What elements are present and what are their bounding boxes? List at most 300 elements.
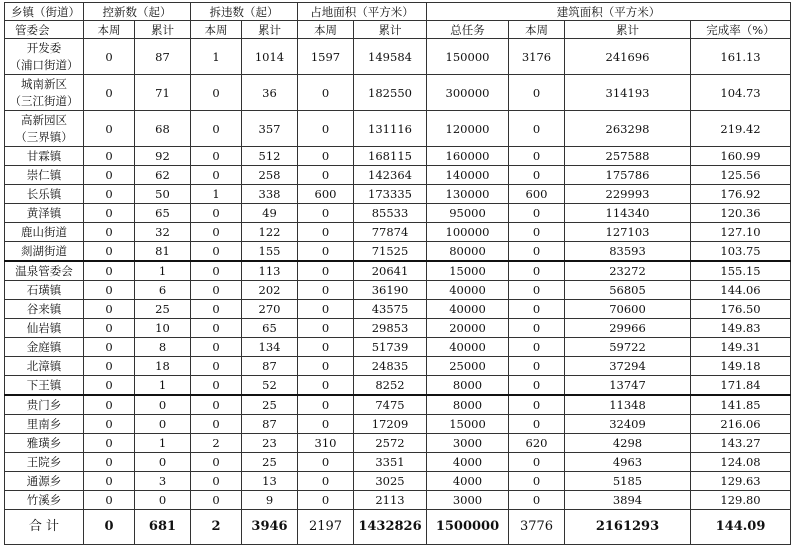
cell-completion-rate: 155.15: [691, 261, 791, 281]
cell-demolition-cumulative: 1014: [242, 39, 298, 75]
table-row: [5, 491, 791, 510]
cell-demolition-week: 0: [191, 281, 242, 300]
table-row: [5, 395, 791, 415]
cell-total-task: 40000: [427, 281, 509, 300]
cell-building-week: 0: [509, 472, 565, 491]
cell-demolition-cumulative: 155: [242, 242, 298, 262]
cell-new-cumulative: 6: [135, 281, 191, 300]
cell-demolition-cumulative: 87: [242, 357, 298, 376]
township-name: 竹溪乡: [5, 491, 84, 510]
cell-land-cumulative: 131116: [354, 111, 427, 147]
cell-building-week: 0: [509, 491, 565, 510]
cell-total-task: 15000: [427, 415, 509, 434]
cell-demolition-cumulative: 338: [242, 185, 298, 204]
cell-land-cumulative: 8252: [354, 376, 427, 396]
cell-demolition-week: 0: [191, 111, 242, 147]
cell-new-week: 0: [84, 147, 135, 166]
total-completion-rate: 144.09: [691, 510, 791, 545]
header-land-cumulative: 累计: [354, 21, 427, 39]
township-name: 仙岩镇: [5, 319, 84, 338]
township-name: 雅璜乡: [5, 434, 84, 453]
township-name-line2: （三界镇）: [15, 129, 73, 144]
cell-building-cumulative: 37294: [565, 357, 691, 376]
cell-land-cumulative: 7475: [354, 395, 427, 415]
cell-total-task: 80000: [427, 242, 509, 262]
township-name: 通源乡: [5, 472, 84, 491]
township-name: 石璜镇: [5, 281, 84, 300]
cell-completion-rate: 103.75: [691, 242, 791, 262]
cell-land-week: 0: [298, 357, 354, 376]
cell-building-week: 0: [509, 319, 565, 338]
cell-land-week: 0: [298, 204, 354, 223]
cell-land-cumulative: 20641: [354, 261, 427, 281]
cell-building-cumulative: 70600: [565, 300, 691, 319]
table-row: [5, 434, 791, 453]
cell-completion-rate: 149.83: [691, 319, 791, 338]
cell-land-week: 0: [298, 281, 354, 300]
cell-total-task: 40000: [427, 338, 509, 357]
township-name: 黄泽镇: [5, 204, 84, 223]
cell-new-week: 0: [84, 338, 135, 357]
cell-total-task: 95000: [427, 204, 509, 223]
cell-building-week: 0: [509, 395, 565, 415]
cell-new-cumulative: 1: [135, 434, 191, 453]
cell-demolition-cumulative: 87: [242, 415, 298, 434]
cell-land-cumulative: 142364: [354, 166, 427, 185]
cell-new-cumulative: 87: [135, 39, 191, 75]
cell-completion-rate: 176.50: [691, 300, 791, 319]
cell-demolition-cumulative: 36: [242, 75, 298, 111]
cell-demolition-week: 0: [191, 147, 242, 166]
cell-demolition-week: 0: [191, 453, 242, 472]
total-land-cumulative: 1432826: [354, 510, 427, 545]
table-row: [5, 415, 791, 434]
cell-land-week: 600: [298, 185, 354, 204]
cell-completion-rate: 171.84: [691, 376, 791, 396]
cell-new-week: 0: [84, 300, 135, 319]
cell-completion-rate: 176.92: [691, 185, 791, 204]
header-new-control: 控新数（起）: [84, 3, 191, 21]
total-new-week: 0: [84, 510, 135, 545]
cell-total-task: 4000: [427, 472, 509, 491]
cell-total-task: 120000: [427, 111, 509, 147]
cell-land-cumulative: 36190: [354, 281, 427, 300]
cell-land-cumulative: 71525: [354, 242, 427, 262]
cell-completion-rate: 127.10: [691, 223, 791, 242]
table-row: [5, 357, 791, 376]
table-row: [5, 204, 791, 223]
cell-land-week: 0: [298, 395, 354, 415]
cell-new-cumulative: 0: [135, 395, 191, 415]
township-name: 崇仁镇: [5, 166, 84, 185]
cell-demolition-week: 0: [191, 204, 242, 223]
cell-land-week: 0: [298, 111, 354, 147]
header-township: 乡镇（街道）: [5, 3, 84, 21]
table-row: [5, 338, 791, 357]
cell-land-cumulative: 51739: [354, 338, 427, 357]
cell-demolition-week: 0: [191, 395, 242, 415]
cell-building-cumulative: 11348: [565, 395, 691, 415]
total-building-cumulative: 2161293: [565, 510, 691, 545]
cell-building-week: 0: [509, 300, 565, 319]
cell-new-week: 0: [84, 472, 135, 491]
cell-demolition-week: 1: [191, 185, 242, 204]
cell-new-cumulative: 0: [135, 453, 191, 472]
cell-demolition-week: 0: [191, 376, 242, 396]
cell-new-week: 0: [84, 415, 135, 434]
cell-total-task: 8000: [427, 395, 509, 415]
cell-demolition-cumulative: 49: [242, 204, 298, 223]
cell-completion-rate: 104.73: [691, 75, 791, 111]
cell-total-task: 3000: [427, 434, 509, 453]
cell-demolition-cumulative: 25: [242, 453, 298, 472]
cell-land-cumulative: 173335: [354, 185, 427, 204]
cell-completion-rate: 149.31: [691, 338, 791, 357]
header-row-2: [5, 21, 791, 39]
total-land-week: 2197: [298, 510, 354, 545]
cell-building-week: 0: [509, 223, 565, 242]
cell-demolition-cumulative: 134: [242, 338, 298, 357]
cell-land-week: 0: [298, 166, 354, 185]
cell-building-week: 0: [509, 204, 565, 223]
cell-demolition-week: 0: [191, 472, 242, 491]
total-total-task: 1500000: [427, 510, 509, 545]
total-label: 合 计: [5, 510, 84, 545]
cell-land-week: 0: [298, 491, 354, 510]
cell-total-task: 15000: [427, 261, 509, 281]
cell-new-week: 0: [84, 281, 135, 300]
cell-land-week: 0: [298, 75, 354, 111]
cell-building-week: 600: [509, 185, 565, 204]
header-new-control-week: 本周: [84, 21, 135, 39]
township-name: 金庭镇: [5, 338, 84, 357]
township-name-line2: （三江街道）: [9, 93, 79, 108]
header-demolition: 拆违数（起）: [191, 3, 298, 21]
table-row: [5, 147, 791, 166]
cell-building-week: 0: [509, 415, 565, 434]
cell-demolition-week: 1: [191, 39, 242, 75]
township-name: [5, 75, 84, 111]
table-row: [5, 39, 791, 75]
cell-new-cumulative: 68: [135, 111, 191, 147]
cell-total-task: 4000: [427, 453, 509, 472]
cell-building-cumulative: 56805: [565, 281, 691, 300]
cell-building-cumulative: 4298: [565, 434, 691, 453]
cell-total-task: 25000: [427, 357, 509, 376]
township-name: 鹿山街道: [5, 223, 84, 242]
cell-new-week: 0: [84, 39, 135, 75]
cell-demolition-cumulative: 23: [242, 434, 298, 453]
cell-total-task: 3000: [427, 491, 509, 510]
township-name: 剡湖街道: [5, 242, 84, 262]
cell-building-cumulative: 3894: [565, 491, 691, 510]
cell-land-cumulative: 2113: [354, 491, 427, 510]
header-building-area: 建筑面积（平方米）: [427, 3, 791, 21]
cell-building-cumulative: 5185: [565, 472, 691, 491]
cell-new-week: 0: [84, 242, 135, 262]
cell-completion-rate: 120.36: [691, 204, 791, 223]
cell-new-cumulative: 92: [135, 147, 191, 166]
cell-building-week: 0: [509, 166, 565, 185]
cell-land-cumulative: 2572: [354, 434, 427, 453]
cell-demolition-week: 0: [191, 261, 242, 281]
header-committee: 管委会: [5, 21, 84, 39]
cell-new-cumulative: 0: [135, 491, 191, 510]
cell-new-cumulative: 65: [135, 204, 191, 223]
cell-completion-rate: 141.85: [691, 395, 791, 415]
table-row: [5, 166, 791, 185]
township-name-line1: 城南新区: [21, 76, 67, 91]
township-name: 王院乡: [5, 453, 84, 472]
cell-land-week: 0: [298, 242, 354, 262]
cell-completion-rate: 129.63: [691, 472, 791, 491]
township-name-line1: 高新园区: [21, 112, 67, 127]
table-row: [5, 75, 791, 111]
township-name: [5, 39, 84, 75]
cell-new-week: 0: [84, 357, 135, 376]
cell-new-week: 0: [84, 166, 135, 185]
cell-total-task: 40000: [427, 300, 509, 319]
header-land-week: 本周: [298, 21, 354, 39]
cell-completion-rate: 124.08: [691, 453, 791, 472]
cell-new-week: 0: [84, 223, 135, 242]
cell-completion-rate: 125.56: [691, 166, 791, 185]
cell-total-task: 100000: [427, 223, 509, 242]
cell-new-cumulative: 1: [135, 376, 191, 396]
cell-land-cumulative: 29853: [354, 319, 427, 338]
cell-land-cumulative: 17209: [354, 415, 427, 434]
cell-land-week: 0: [298, 376, 354, 396]
cell-demolition-week: 0: [191, 357, 242, 376]
cell-building-week: 0: [509, 281, 565, 300]
township-name-line2: （浦口街道）: [9, 57, 79, 72]
cell-demolition-cumulative: 9: [242, 491, 298, 510]
cell-completion-rate: 149.18: [691, 357, 791, 376]
header-demolition-cumulative: 累计: [242, 21, 298, 39]
cell-land-week: 310: [298, 434, 354, 453]
cell-completion-rate: 216.06: [691, 415, 791, 434]
cell-demolition-week: 0: [191, 338, 242, 357]
cell-completion-rate: 144.06: [691, 281, 791, 300]
township-name: [5, 111, 84, 147]
cell-new-cumulative: 8: [135, 338, 191, 357]
cell-new-week: 0: [84, 319, 135, 338]
cell-completion-rate: 129.80: [691, 491, 791, 510]
cell-demolition-week: 0: [191, 242, 242, 262]
cell-demolition-cumulative: 202: [242, 281, 298, 300]
cell-land-cumulative: 77874: [354, 223, 427, 242]
cell-new-week: 0: [84, 111, 135, 147]
header-demolition-week: 本周: [191, 21, 242, 39]
total-demolition-week: 2: [191, 510, 242, 545]
cell-building-week: 0: [509, 111, 565, 147]
cell-building-week: 3176: [509, 39, 565, 75]
total-row: [5, 510, 791, 545]
cell-demolition-cumulative: 13: [242, 472, 298, 491]
cell-new-cumulative: 81: [135, 242, 191, 262]
cell-building-cumulative: 13747: [565, 376, 691, 396]
cell-land-cumulative: 182550: [354, 75, 427, 111]
cell-total-task: 20000: [427, 319, 509, 338]
cell-building-cumulative: 59722: [565, 338, 691, 357]
cell-new-cumulative: 1: [135, 261, 191, 281]
cell-building-cumulative: 257588: [565, 147, 691, 166]
cell-total-task: 300000: [427, 75, 509, 111]
township-name: 温泉管委会: [5, 261, 84, 281]
cell-demolition-cumulative: 270: [242, 300, 298, 319]
cell-building-cumulative: 4963: [565, 453, 691, 472]
table-row: [5, 223, 791, 242]
table-row: [5, 261, 791, 281]
cell-land-cumulative: 3351: [354, 453, 427, 472]
cell-new-week: 0: [84, 434, 135, 453]
table-row: [5, 453, 791, 472]
cell-building-week: 0: [509, 338, 565, 357]
cell-demolition-week: 0: [191, 75, 242, 111]
cell-new-cumulative: 50: [135, 185, 191, 204]
cell-new-week: 0: [84, 204, 135, 223]
total-new-cumulative: 681: [135, 510, 191, 545]
cell-new-cumulative: 25: [135, 300, 191, 319]
cell-demolition-week: 0: [191, 300, 242, 319]
cell-demolition-cumulative: 357: [242, 111, 298, 147]
cell-land-week: 0: [298, 300, 354, 319]
cell-total-task: 150000: [427, 39, 509, 75]
township-name: 贵门乡: [5, 395, 84, 415]
cell-demolition-cumulative: 258: [242, 166, 298, 185]
cell-building-cumulative: 314193: [565, 75, 691, 111]
table-row: [5, 185, 791, 204]
cell-building-cumulative: 29966: [565, 319, 691, 338]
cell-total-task: 130000: [427, 185, 509, 204]
cell-demolition-week: 2: [191, 434, 242, 453]
header-building-week: 本周: [509, 21, 565, 39]
cell-demolition-cumulative: 52: [242, 376, 298, 396]
cell-new-cumulative: 10: [135, 319, 191, 338]
cell-building-cumulative: 229993: [565, 185, 691, 204]
table-row: [5, 300, 791, 319]
cell-new-week: 0: [84, 261, 135, 281]
cell-building-week: 620: [509, 434, 565, 453]
cell-new-cumulative: 71: [135, 75, 191, 111]
cell-building-cumulative: 241696: [565, 39, 691, 75]
township-name: 长乐镇: [5, 185, 84, 204]
cell-land-week: 0: [298, 338, 354, 357]
cell-new-week: 0: [84, 185, 135, 204]
total-demolition-cumulative: 3946: [242, 510, 298, 545]
cell-land-cumulative: 24835: [354, 357, 427, 376]
cell-new-cumulative: 32: [135, 223, 191, 242]
cell-land-week: 0: [298, 223, 354, 242]
cell-completion-rate: 160.99: [691, 147, 791, 166]
cell-building-week: 0: [509, 75, 565, 111]
table-row: [5, 472, 791, 491]
cell-demolition-week: 0: [191, 415, 242, 434]
header-land-area: 占地面积（平方米）: [298, 3, 427, 21]
cell-demolition-cumulative: 512: [242, 147, 298, 166]
cell-new-cumulative: 3: [135, 472, 191, 491]
header-building-cumulative: 累计: [565, 21, 691, 39]
cell-new-cumulative: 0: [135, 415, 191, 434]
table-row: [5, 111, 791, 147]
cell-building-week: 0: [509, 357, 565, 376]
township-name: 甘霖镇: [5, 147, 84, 166]
cell-completion-rate: 143.27: [691, 434, 791, 453]
cell-new-week: 0: [84, 75, 135, 111]
header-row-1: [5, 3, 791, 21]
total-building-week: 3776: [509, 510, 565, 545]
cell-demolition-week: 0: [191, 166, 242, 185]
cell-land-cumulative: 149584: [354, 39, 427, 75]
cell-completion-rate: 219.42: [691, 111, 791, 147]
cell-new-week: 0: [84, 491, 135, 510]
table-row: [5, 319, 791, 338]
cell-building-cumulative: 175786: [565, 166, 691, 185]
township-name: 下王镇: [5, 376, 84, 396]
cell-new-cumulative: 18: [135, 357, 191, 376]
table-row: [5, 242, 791, 262]
cell-land-week: 0: [298, 319, 354, 338]
cell-total-task: 160000: [427, 147, 509, 166]
demolition-statistics-table: [4, 2, 791, 545]
cell-demolition-cumulative: 113: [242, 261, 298, 281]
cell-building-cumulative: 32409: [565, 415, 691, 434]
cell-land-week: 0: [298, 415, 354, 434]
table-row: [5, 281, 791, 300]
cell-land-week: 0: [298, 472, 354, 491]
cell-building-week: 0: [509, 261, 565, 281]
cell-land-cumulative: 43575: [354, 300, 427, 319]
header-completion-rate: 完成率（%）: [691, 21, 791, 39]
cell-building-cumulative: 263298: [565, 111, 691, 147]
cell-new-week: 0: [84, 376, 135, 396]
cell-building-week: 0: [509, 147, 565, 166]
cell-total-task: 8000: [427, 376, 509, 396]
township-name: 谷来镇: [5, 300, 84, 319]
cell-land-cumulative: 85533: [354, 204, 427, 223]
cell-demolition-cumulative: 65: [242, 319, 298, 338]
cell-land-cumulative: 3025: [354, 472, 427, 491]
cell-land-week: 1597: [298, 39, 354, 75]
cell-land-week: 0: [298, 453, 354, 472]
cell-building-week: 0: [509, 242, 565, 262]
cell-demolition-week: 0: [191, 491, 242, 510]
cell-building-cumulative: 114340: [565, 204, 691, 223]
cell-new-cumulative: 62: [135, 166, 191, 185]
cell-demolition-cumulative: 25: [242, 395, 298, 415]
cell-land-week: 0: [298, 147, 354, 166]
cell-building-cumulative: 83593: [565, 242, 691, 262]
cell-land-week: 0: [298, 261, 354, 281]
cell-building-cumulative: 127103: [565, 223, 691, 242]
cell-demolition-cumulative: 122: [242, 223, 298, 242]
table-row: [5, 376, 791, 396]
cell-building-cumulative: 23272: [565, 261, 691, 281]
cell-new-week: 0: [84, 453, 135, 472]
cell-new-week: 0: [84, 395, 135, 415]
cell-building-week: 0: [509, 453, 565, 472]
header-new-control-cumulative: 累计: [135, 21, 191, 39]
township-name: 北漳镇: [5, 357, 84, 376]
cell-building-week: 0: [509, 376, 565, 396]
cell-completion-rate: 161.13: [691, 39, 791, 75]
township-name: 里南乡: [5, 415, 84, 434]
cell-total-task: 140000: [427, 166, 509, 185]
cell-land-cumulative: 168115: [354, 147, 427, 166]
township-name-line1: 开发委: [26, 40, 62, 55]
header-total-task: 总任务: [427, 21, 509, 39]
cell-demolition-week: 0: [191, 223, 242, 242]
